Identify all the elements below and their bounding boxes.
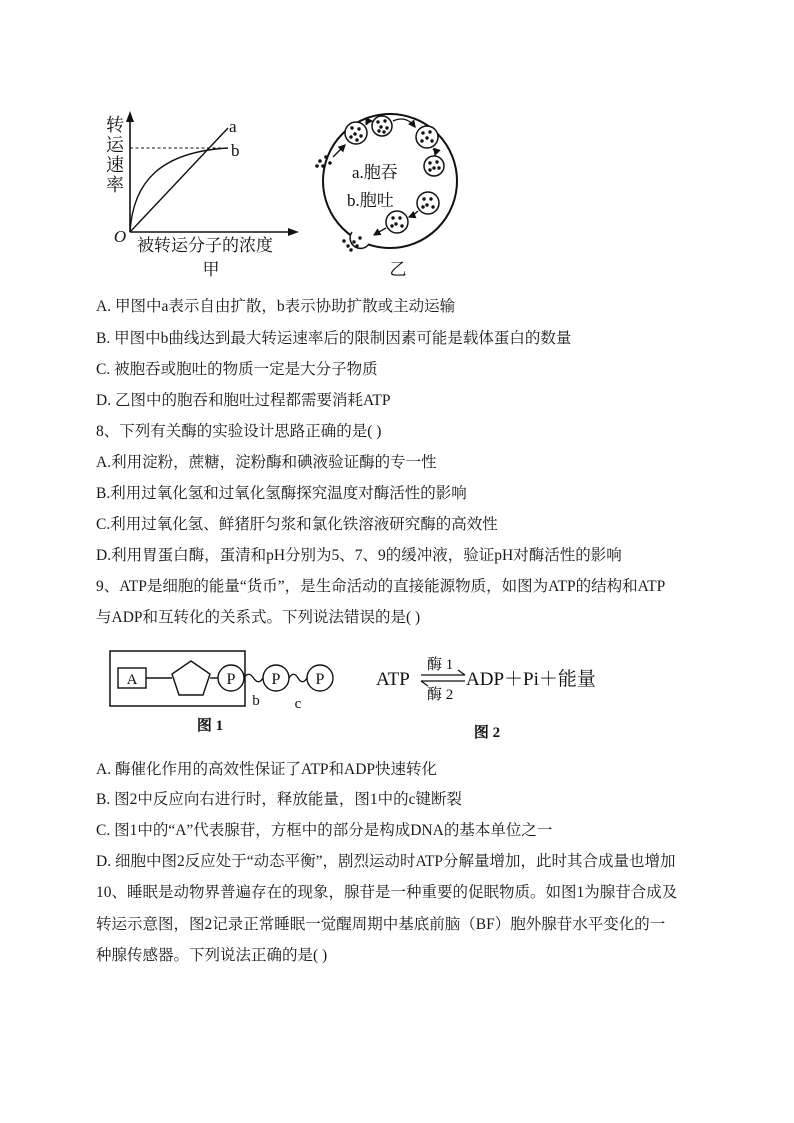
x-axis-arrow-icon: [288, 228, 299, 236]
arrow-icon: [366, 121, 372, 125]
high-energy-bond-b: [244, 674, 263, 682]
figure-caption-2: 图 2: [473, 725, 501, 741]
figure-caption-jia: 甲: [202, 260, 220, 279]
vesicle: [416, 126, 438, 148]
q8-option-c: C.利用过氧化氢、鲜猪肝匀浆和氯化铁溶液研究酶的高效性: [96, 516, 498, 533]
bond-b-label: b: [252, 693, 260, 709]
phosphate-label: P: [226, 671, 236, 688]
q8-option-a: A.利用淀粉，蔗糖，淀粉酶和碘液验证酶的专一性: [96, 454, 437, 471]
x-axis-label: 被转运分子的浓度: [137, 236, 273, 255]
transport-rate-graph: [106, 111, 299, 279]
arrow-icon: [409, 211, 418, 217]
reverse-arrow-icon: [421, 681, 465, 686]
q10-stem-line: 种腺传感器。下列说法正确的是( ): [96, 947, 328, 964]
phosphate-label: P: [315, 671, 325, 688]
q9-stem-line: 与ADP和互转化的关系式。下列说法错误的是( ): [96, 609, 421, 626]
exocytosis-label: b.胞吐: [347, 191, 394, 210]
ribose-pentagon: [172, 661, 210, 695]
phosphate-label: P: [271, 671, 281, 688]
figure-caption-yi: 乙: [389, 260, 407, 279]
q8-option-d: D.利用胃蛋白酶，蛋清和pH分别为5、7、9的缓冲液，验证pH对酶活性的影响: [96, 547, 622, 564]
q7-option-c: C. 被胞吞或胞吐的物质一定是大分子物质: [96, 361, 378, 378]
endocytosis-label: a.胞吞: [352, 163, 398, 182]
vesicle: [424, 156, 444, 176]
extracellular-particles: [315, 155, 332, 168]
curve-a-label: a: [229, 117, 237, 136]
q9-option-d: D. 细胞中图2反应处于“动态平衡”，剧烈运动时ATP分解量增加，此时其合成量也增加: [96, 853, 676, 870]
equation-left: ATP: [376, 669, 410, 690]
q9-stem-line: 9、ATP是细胞的能量“货币”，是生命活动的直接能源物质，如图为ATP的结构和ATP: [96, 578, 666, 595]
vesicle: [345, 122, 367, 144]
q8-stem: 8、下列有关酶的实验设计思路正确的是( ): [96, 423, 382, 440]
bond-c-label: c: [294, 696, 302, 712]
q8-option-b: B.利用过氧化氢和过氧化氢酶探究温度对酶活性的影响: [96, 485, 467, 502]
figure-caption-1: 图 1: [196, 718, 224, 734]
curve-b-label: b: [231, 141, 240, 160]
arrow-icon: [433, 149, 435, 155]
y-axis-label-char: 转: [106, 115, 124, 135]
arrow-icon: [393, 119, 415, 127]
curve-a: [130, 128, 228, 232]
arrow-icon: [333, 145, 345, 157]
enzyme-2-label: 酶 2: [427, 687, 454, 703]
high-energy-bond-c: [289, 674, 307, 682]
cell-diagram: [315, 114, 457, 279]
figures-jia-yi: [0, 100, 794, 290]
origin-label: O: [113, 227, 127, 246]
y-axis-arrow-icon: [126, 111, 134, 122]
y-axis-label-char: 运: [106, 135, 124, 155]
adenine-label: A: [126, 672, 138, 688]
vesicle: [386, 211, 408, 233]
figures-atp: [0, 640, 794, 750]
q9-option-b: B. 图2中反应向右进行时，释放能量，图1中的c键断裂: [96, 791, 462, 808]
arrow-icon: [374, 228, 386, 235]
q9-option-a: A. 酶催化作用的高效性保证了ATP和ADP快速转化: [96, 761, 438, 778]
y-axis-label-char: 率: [106, 175, 124, 195]
vesicle: [372, 116, 392, 136]
q7-option-a: A. 甲图中a表示自由扩散，b表示协助扩散或主动运输: [96, 298, 456, 315]
q7-option-d: D. 乙图中的胞吞和胞吐过程都需要消耗ATP: [96, 392, 391, 409]
vesicle: [417, 192, 439, 214]
atp-structure-diagram: [110, 651, 333, 734]
q9-option-c: C. 图1中的“A”代表腺苷，方框中的部分是构成DNA的基本单位之一: [96, 822, 553, 839]
y-axis-label-char: 速: [106, 155, 124, 175]
q10-stem-line: 10、睡眠是动物界普遍存在的现象，腺苷是一种重要的促眠物质。如图1为腺苷合成及: [96, 884, 678, 901]
exocytosis-vesicle-opening: [342, 232, 369, 252]
q10-stem-line: 转运示意图，图2记录正常睡眠一觉醒周期中基底前脑（BF）胞外腺苷水平变化的一: [96, 916, 666, 933]
equation-right: ADP＋Pi＋能量: [466, 669, 596, 690]
curve-b: [130, 148, 228, 232]
q7-option-b: B. 甲图中b曲线达到最大转运速率后的限制因素可能是载体蛋白的数量: [96, 330, 572, 347]
atp-adp-equation: [376, 656, 596, 741]
enzyme-1-label: 酶 1: [427, 657, 454, 673]
